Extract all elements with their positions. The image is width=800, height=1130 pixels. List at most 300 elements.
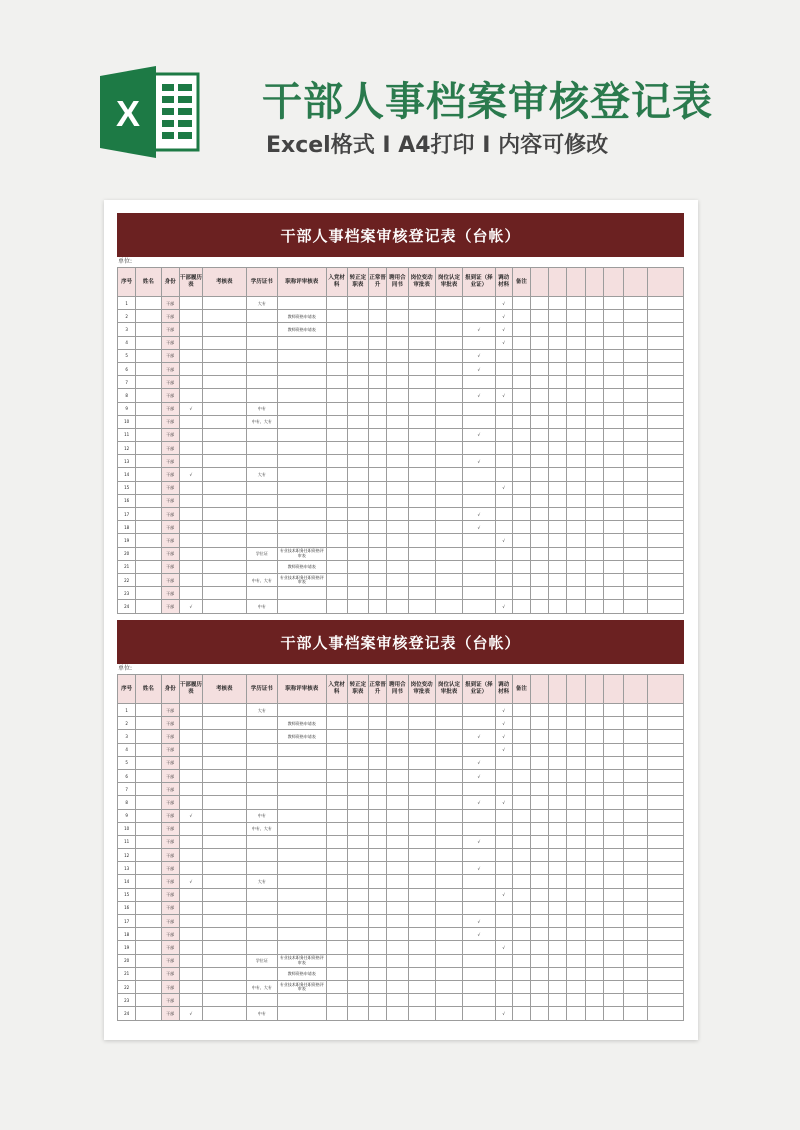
table-cell[interactable] [530,547,548,560]
table-cell[interactable] [179,428,202,441]
table-cell[interactable] [530,730,548,743]
table-cell[interactable] [463,547,495,560]
table-cell[interactable] [203,928,247,941]
table-cell[interactable] [347,901,368,914]
table-cell[interactable] [512,783,530,796]
table-cell[interactable] [585,862,603,875]
table-cell[interactable] [530,521,548,534]
table-cell[interactable] [136,455,161,468]
table-cell[interactable] [567,455,585,468]
table-cell[interactable] [369,730,387,743]
table-cell[interactable] [648,494,684,507]
table-cell[interactable]: 大专 [246,704,277,717]
table-cell[interactable] [179,573,202,586]
table-cell[interactable] [648,534,684,547]
table-cell[interactable] [530,1007,548,1020]
table-cell[interactable] [326,455,347,468]
table-cell[interactable] [567,560,585,573]
table-cell[interactable] [387,901,408,914]
table-cell[interactable]: 12 [118,849,136,862]
table-cell[interactable] [495,967,512,980]
table-cell[interactable] [369,994,387,1007]
table-cell[interactable] [347,600,368,613]
table-cell[interactable]: 专业技术职务任职资格评审表 [277,573,326,586]
table-cell[interactable]: 20 [118,547,136,560]
table-cell[interactable] [567,915,585,928]
table-cell[interactable] [585,954,603,967]
table-cell[interactable] [203,600,247,613]
table-cell[interactable] [136,928,161,941]
table-cell[interactable]: 15 [118,481,136,494]
table-cell[interactable] [408,349,435,362]
table-cell[interactable] [136,547,161,560]
table-cell[interactable] [136,349,161,362]
table-cell[interactable] [624,362,648,375]
table-cell[interactable] [136,481,161,494]
table-cell[interactable] [369,704,387,717]
table-cell[interactable] [246,783,277,796]
table-cell[interactable]: √ [463,455,495,468]
table-cell[interactable]: 14 [118,875,136,888]
table-cell[interactable] [408,415,435,428]
table-cell[interactable] [136,336,161,349]
table-cell[interactable]: 11 [118,835,136,848]
table-cell[interactable] [347,389,368,402]
table-cell[interactable] [603,862,623,875]
table-cell[interactable] [435,743,462,756]
table-cell[interactable] [179,941,202,954]
table-cell[interactable]: √ [463,389,495,402]
table-cell[interactable] [648,875,684,888]
table-cell[interactable] [648,888,684,901]
table-cell[interactable]: 干部 [161,428,179,441]
table-cell[interactable]: 干部 [161,336,179,349]
table-cell[interactable] [369,310,387,323]
table-cell[interactable] [530,455,548,468]
table-cell[interactable] [369,362,387,375]
table-cell[interactable] [246,455,277,468]
table-cell[interactable] [512,796,530,809]
table-cell[interactable]: 大专 [246,297,277,310]
table-cell[interactable] [136,494,161,507]
table-cell[interactable] [624,468,648,481]
table-cell[interactable] [277,915,326,928]
table-cell[interactable]: √ [463,323,495,336]
table-cell[interactable] [277,743,326,756]
table-cell[interactable] [179,521,202,534]
table-cell[interactable]: 中专 [246,600,277,613]
table-cell[interactable]: 10 [118,415,136,428]
table-cell[interactable] [369,468,387,481]
table-cell[interactable]: 17 [118,508,136,521]
table-cell[interactable] [567,389,585,402]
table-cell[interactable] [530,994,548,1007]
table-cell[interactable] [369,875,387,888]
table-cell[interactable] [530,822,548,835]
table-cell[interactable] [387,560,408,573]
table-cell[interactable]: √ [495,743,512,756]
table-cell[interactable] [326,573,347,586]
table-cell[interactable] [648,1007,684,1020]
table-cell[interactable] [648,849,684,862]
table-cell[interactable] [463,994,495,1007]
table-cell[interactable] [530,587,548,600]
table-cell[interactable]: 干部 [161,822,179,835]
table-cell[interactable] [585,362,603,375]
table-cell[interactable] [203,349,247,362]
table-cell[interactable] [136,915,161,928]
table-cell[interactable] [246,376,277,389]
table-cell[interactable] [277,928,326,941]
table-cell[interactable] [435,704,462,717]
table-cell[interactable] [347,310,368,323]
table-cell[interactable] [277,428,326,441]
table-cell[interactable] [530,560,548,573]
table-cell[interactable] [136,822,161,835]
table-cell[interactable] [530,508,548,521]
table-cell[interactable] [408,717,435,730]
table-cell[interactable] [567,323,585,336]
table-cell[interactable] [463,809,495,822]
table-cell[interactable] [530,428,548,441]
table-cell[interactable]: 干部 [161,888,179,901]
table-cell[interactable] [463,573,495,586]
table-cell[interactable] [512,573,530,586]
table-cell[interactable] [203,297,247,310]
table-cell[interactable]: 干部 [161,349,179,362]
table-cell[interactable] [495,783,512,796]
table-cell[interactable] [549,547,567,560]
table-cell[interactable] [530,323,548,336]
table-cell[interactable] [136,323,161,336]
table-cell[interactable] [435,455,462,468]
table-cell[interactable]: √ [179,875,202,888]
table-cell[interactable] [495,402,512,415]
table-cell[interactable] [347,954,368,967]
table-cell[interactable] [136,587,161,600]
table-cell[interactable]: √ [495,389,512,402]
table-cell[interactable] [203,901,247,914]
table-cell[interactable] [624,717,648,730]
table-cell[interactable] [435,323,462,336]
table-cell[interactable] [369,862,387,875]
table-cell[interactable] [347,481,368,494]
table-cell[interactable] [648,587,684,600]
table-cell[interactable]: 8 [118,796,136,809]
table-cell[interactable] [435,809,462,822]
table-cell[interactable] [387,481,408,494]
table-cell[interactable] [463,888,495,901]
table-cell[interactable] [435,994,462,1007]
table-cell[interactable] [549,915,567,928]
table-cell[interactable]: 23 [118,994,136,1007]
table-cell[interactable] [387,875,408,888]
table-cell[interactable] [326,994,347,1007]
table-cell[interactable] [603,362,623,375]
table-cell[interactable] [495,494,512,507]
table-cell[interactable] [203,888,247,901]
table-cell[interactable] [603,573,623,586]
table-cell[interactable] [136,756,161,769]
table-cell[interactable] [136,1007,161,1020]
table-cell[interactable] [463,1007,495,1020]
table-cell[interactable] [277,402,326,415]
table-cell[interactable] [648,835,684,848]
table-cell[interactable] [347,402,368,415]
table-cell[interactable] [246,442,277,455]
table-cell[interactable] [435,822,462,835]
table-cell[interactable] [530,756,548,769]
table-cell[interactable] [624,928,648,941]
table-cell[interactable] [369,297,387,310]
table-cell[interactable] [246,769,277,782]
table-cell[interactable]: 干部 [161,455,179,468]
table-cell[interactable] [203,849,247,862]
table-cell[interactable] [648,349,684,362]
table-cell[interactable]: 中专、大专 [246,822,277,835]
table-cell[interactable] [326,704,347,717]
table-cell[interactable] [435,967,462,980]
table-cell[interactable] [435,534,462,547]
table-cell[interactable] [512,862,530,875]
table-cell[interactable] [567,954,585,967]
table-cell[interactable]: 中专、大专 [246,415,277,428]
table-cell[interactable] [277,756,326,769]
table-cell[interactable] [369,455,387,468]
table-cell[interactable] [512,508,530,521]
table-cell[interactable] [369,809,387,822]
table-cell[interactable] [648,901,684,914]
table-cell[interactable]: 干部 [161,928,179,941]
table-cell[interactable] [603,455,623,468]
table-cell[interactable] [549,756,567,769]
table-cell[interactable] [603,941,623,954]
table-cell[interactable] [648,481,684,494]
table-cell[interactable] [179,967,202,980]
table-cell[interactable] [203,1007,247,1020]
table-cell[interactable] [347,783,368,796]
table-cell[interactable] [326,743,347,756]
table-cell[interactable] [530,849,548,862]
table-cell[interactable] [549,941,567,954]
table-cell[interactable] [512,297,530,310]
table-cell[interactable] [512,323,530,336]
table-cell[interactable] [347,796,368,809]
table-cell[interactable] [603,915,623,928]
table-cell[interactable] [347,547,368,560]
table-cell[interactable] [603,901,623,914]
table-cell[interactable] [603,494,623,507]
table-cell[interactable] [512,769,530,782]
table-cell[interactable] [277,1007,326,1020]
table-cell[interactable] [347,521,368,534]
table-cell[interactable] [463,402,495,415]
table-cell[interactable] [246,494,277,507]
table-cell[interactable] [435,769,462,782]
table-cell[interactable] [435,980,462,993]
table-cell[interactable] [347,875,368,888]
table-cell[interactable] [246,915,277,928]
table-cell[interactable] [530,783,548,796]
table-cell[interactable]: 干部 [161,560,179,573]
table-cell[interactable] [624,862,648,875]
table-cell[interactable] [603,822,623,835]
table-cell[interactable] [387,769,408,782]
table-cell[interactable] [567,994,585,1007]
table-cell[interactable] [549,494,567,507]
table-cell[interactable]: 17 [118,915,136,928]
table-cell[interactable] [369,442,387,455]
table-cell[interactable] [326,587,347,600]
table-cell[interactable] [326,769,347,782]
table-cell[interactable] [603,967,623,980]
table-cell[interactable] [549,769,567,782]
table-cell[interactable] [277,455,326,468]
table-cell[interactable] [585,415,603,428]
table-cell[interactable] [549,455,567,468]
table-cell[interactable] [495,560,512,573]
table-cell[interactable] [567,402,585,415]
table-cell[interactable] [585,481,603,494]
table-cell[interactable] [179,349,202,362]
table-cell[interactable] [408,362,435,375]
table-cell[interactable] [512,587,530,600]
table-cell[interactable] [549,534,567,547]
table-cell[interactable]: 干部 [161,862,179,875]
table-cell[interactable]: √ [463,835,495,848]
table-cell[interactable] [530,442,548,455]
table-cell[interactable]: √ [179,809,202,822]
table-cell[interactable] [567,862,585,875]
table-cell[interactable] [549,600,567,613]
table-cell[interactable] [495,376,512,389]
table-cell[interactable] [277,468,326,481]
table-cell[interactable] [463,587,495,600]
table-cell[interactable] [326,297,347,310]
table-cell[interactable] [648,756,684,769]
table-cell[interactable] [603,980,623,993]
table-cell[interactable] [624,389,648,402]
table-cell[interactable] [277,888,326,901]
table-cell[interactable] [648,717,684,730]
table-cell[interactable] [603,508,623,521]
table-cell[interactable] [203,402,247,415]
table-cell[interactable] [435,389,462,402]
table-cell[interactable] [203,980,247,993]
table-cell[interactable] [246,428,277,441]
table-cell[interactable] [435,835,462,848]
table-cell[interactable] [549,901,567,914]
table-cell[interactable] [549,336,567,349]
table-cell[interactable] [603,349,623,362]
table-cell[interactable]: 1 [118,704,136,717]
table-cell[interactable] [203,704,247,717]
table-cell[interactable] [585,468,603,481]
table-cell[interactable] [512,494,530,507]
table-cell[interactable] [530,349,548,362]
table-cell[interactable] [408,402,435,415]
table-cell[interactable] [387,442,408,455]
table-cell[interactable] [530,980,548,993]
table-cell[interactable] [387,809,408,822]
table-cell[interactable] [585,323,603,336]
table-cell[interactable] [387,428,408,441]
table-cell[interactable] [585,349,603,362]
table-cell[interactable]: 干部 [161,849,179,862]
table-cell[interactable] [369,415,387,428]
table-cell[interactable] [179,717,202,730]
table-cell[interactable] [463,468,495,481]
table-cell[interactable] [179,310,202,323]
table-cell[interactable]: 干部 [161,875,179,888]
table-cell[interactable] [567,415,585,428]
table-cell[interactable] [624,415,648,428]
table-cell[interactable] [567,508,585,521]
table-cell[interactable]: 大专 [246,468,277,481]
table-cell[interactable] [585,980,603,993]
table-cell[interactable] [387,730,408,743]
table-cell[interactable] [585,560,603,573]
table-cell[interactable] [603,704,623,717]
table-cell[interactable] [179,915,202,928]
table-cell[interactable] [179,994,202,1007]
table-cell[interactable] [369,954,387,967]
table-cell[interactable] [326,822,347,835]
table-cell[interactable] [549,376,567,389]
table-cell[interactable] [408,915,435,928]
table-cell[interactable] [567,822,585,835]
table-cell[interactable] [387,915,408,928]
table-cell[interactable] [326,980,347,993]
table-cell[interactable] [549,809,567,822]
table-cell[interactable]: 教师资格申请表 [277,717,326,730]
table-cell[interactable]: √ [495,481,512,494]
table-cell[interactable] [435,521,462,534]
table-cell[interactable] [624,600,648,613]
table-cell[interactable] [648,600,684,613]
table-cell[interactable] [603,888,623,901]
table-cell[interactable] [179,901,202,914]
table-cell[interactable] [648,468,684,481]
table-cell[interactable] [530,704,548,717]
table-cell[interactable]: 干部 [161,402,179,415]
table-cell[interactable] [408,1007,435,1020]
table-cell[interactable] [408,901,435,914]
table-cell[interactable] [495,875,512,888]
table-cell[interactable] [463,600,495,613]
table-cell[interactable] [246,310,277,323]
table-cell[interactable] [549,349,567,362]
table-cell[interactable]: √ [179,468,202,481]
table-cell[interactable] [648,980,684,993]
table-cell[interactable] [585,730,603,743]
table-cell[interactable] [179,323,202,336]
table-cell[interactable] [512,822,530,835]
table-cell[interactable] [495,849,512,862]
table-cell[interactable] [435,901,462,914]
table-cell[interactable] [387,928,408,941]
table-cell[interactable] [277,481,326,494]
table-cell[interactable] [463,901,495,914]
table-cell[interactable]: 13 [118,455,136,468]
table-cell[interactable] [387,941,408,954]
table-cell[interactable] [136,468,161,481]
table-cell[interactable] [408,600,435,613]
table-cell[interactable] [203,717,247,730]
table-cell[interactable] [326,862,347,875]
table-cell[interactable] [463,941,495,954]
table-cell[interactable] [585,297,603,310]
